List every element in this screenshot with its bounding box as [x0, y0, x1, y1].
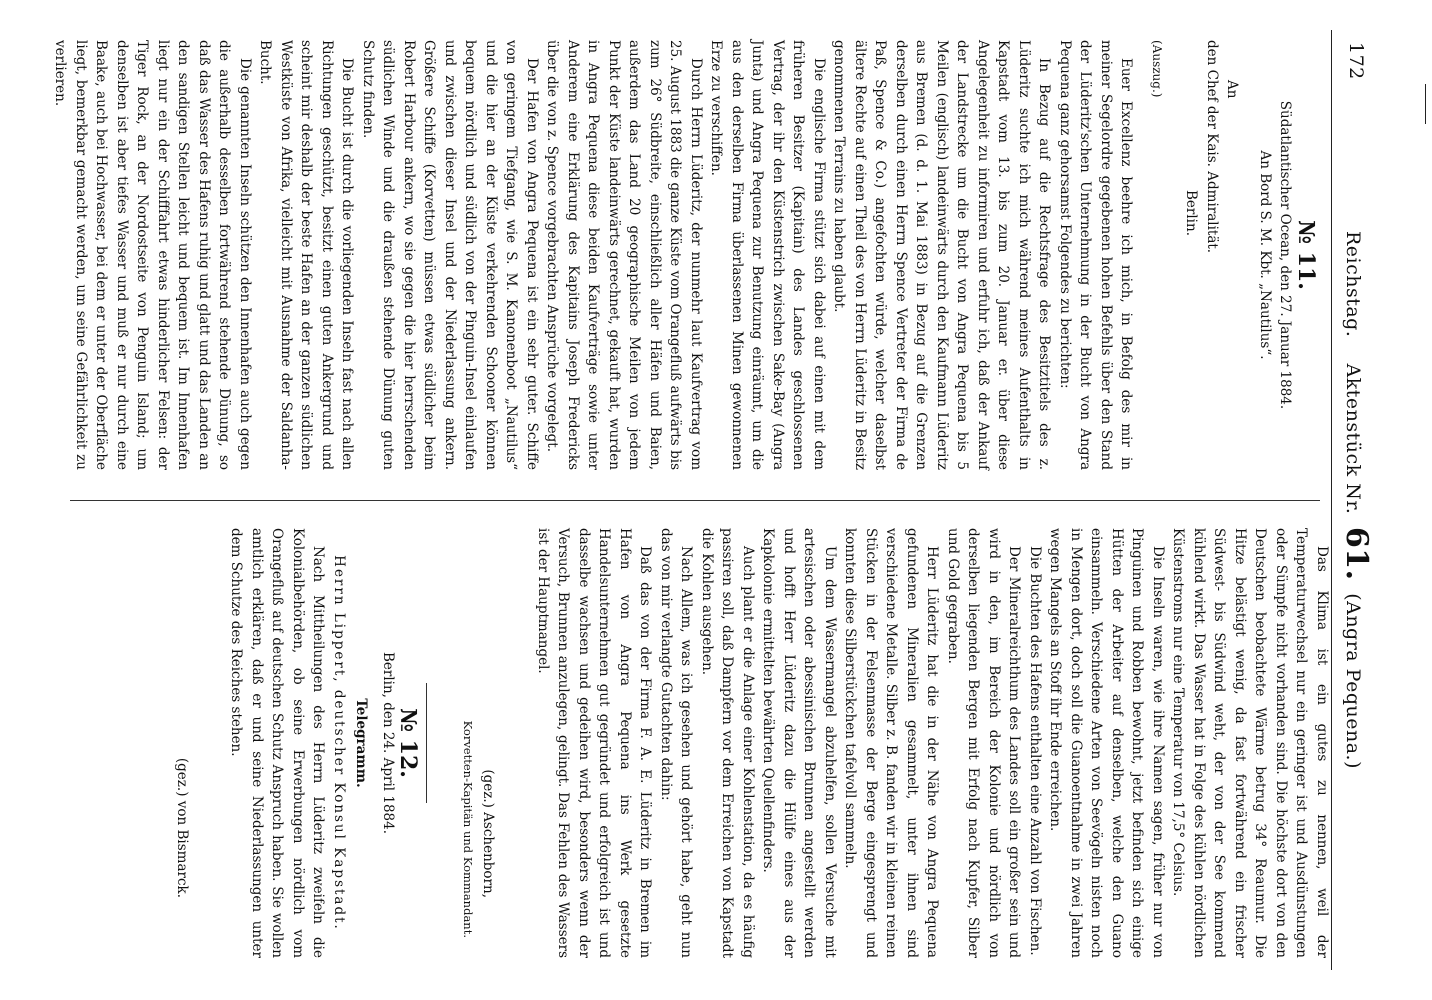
doc11-cont-paragraph: Herr Lüderitz hat die in der Nähe von Angra Pequena gefundenen Mineralien gesammelt, unter ihnen sind verschiedene Metalle. Silber z. B. fanden wir in kleinen reinen Stücken in der Felsenmasse der Berge eingesprengt und konnten diese Silberstückchen tafelvoll sammeln.	[842, 528, 941, 958]
doc11-cont-paragraph: Der Mineralreichthum des Landes soll ein großer sein und wird in den, im Bereich der Kolonie und nördlich von derselben liegenden Bergen mit Erfolg nach Kupfer, Silber und Gold gegraben.	[945, 528, 1023, 958]
doc12-number: № 12.	[395, 708, 422, 778]
doc12-addressee: Herrn Lippert, deutscher Konsul Kapstadt.	[331, 555, 347, 931]
doc11-to: An	[1224, 80, 1241, 99]
right-column	[172, 528, 1333, 958]
doc11-paragraph: In Bezug auf die Rechtsfrage des Besitztitels des z. Lüderitz suchte ich mich während meines Aufenthalts in Kapstadt vom 13. bis zum 20. Januar er. über diese Angelegenheit zu informiren und erfuhr ich, daß der Ankauf der Landstrecke um die Bucht von Angra Pequena bis 5 Meilen (englisch) landeinwärts durch den Kaufmann Lüderitz aus Bremen (d. d. 1. Mai 1883) in Bezug auf die Grenzen derselben durch einen Herrn Spence Vertreter der Firma de Paß, Spence & Co.) angefochten würde, welcher daselbst ältere Rechte auf einen Theil des von Herrn Lüderitz in Besitz genommenen Terrains zu haben glaubt.	[831, 40, 1053, 470]
doc11-paragraph: Die genannten Inseln schützen den Innenhafen auch gegen die außerhalb desselben fortwährend stehende Dünung, so daß das Wasser des Hafens ruhig und glatt und das Landen an den sandigen Stellen leicht und bequem ist. Im Innenhafen liegt nur ein der Schifffahrt etwas hinderlicher Felsen: der Tiger Rock, an der Nordostseite von Penguin Island; um denselben ist aber tiefes Wasser und muß er nur durch eine Baake, auch bei Hochwasser, bei dem er unter der Oberfläche liegt, bemerkbar gemacht werden, um seine Gefährlichkeit zu verlieren.	[52, 40, 253, 470]
running-head	[1333, 30, 1376, 970]
section-divider	[427, 683, 428, 803]
doc11-excerpt-label: (Auszug.)	[1150, 40, 1164, 98]
doc11-paragraph: Die englische Firma stützt sich dabei auf einen mit dem früheren Besitzer (Kapitain) des Landes geschlossenen Vertrag, der ihr den Küstenstrich zwischen Sake-Bay (Angra Junta) und Angra Pequena zur Benutzung einräumt, um die aus den derselben Firma überlassenen Minen gewonnenen Erze zu verschiffen.	[708, 40, 827, 470]
running-head-center: Aktenstück Nr.	[1342, 363, 1364, 515]
doc11-recipient: den Chef der Kais. Admiralität.	[1204, 40, 1220, 254]
doc11-cont-paragraph: Das Klima ist ein gutes zu nennen, weil der Temperaturwechsel nur ein geringer ist und Ausdünstungen oder Sümpfe nicht vorhanden sind. Die höchste dort von den Deutschen beobachtete Wärme betrug 34° Reaumur. Die Hitze belästigt wenig, da fast fortwährend ein frischer Südwest- bis Südwind weht, der von der See kommend kühlend wirkt. Das Wasser hat in Folge des kühlen nördlichen Küstenstroms nur eine Temperatur von 17,5° Celsius.	[1170, 528, 1330, 958]
doc11-signature-title: Korvetten-Kapitän und Kommandant.	[461, 720, 475, 938]
doc11-cont-paragraph: Die Inseln waren, wie ihre Namen sagen, früher nur von Pinguinen und Robben bewohnt, jetzt befinden sich einige Hütten der Arbeiter auf denselben, welche den Guano einsammeln. Verschiedene Arten von Seevögeln nisten noch in Mengen dort, doch soll die Guanoentnahme in zwei Jahren wegen Mangels an Stoff ihr Ende erreichen.	[1047, 528, 1166, 958]
doc11-address	[1181, 40, 1243, 470]
doc11-paragraph: Der Hafen von Angra Pequena ist ein sehr guter. Schiffe von geringem Tiefgang, wie S. M. Kanonenboot „Nautilus“ und die hier an der Küste verkehrenden Schooner können bequem nördlich und südlich von der Pinguin-Insel einlaufen und zwischen dieser Insel und der Niederlassung ankern. Größere Schiffe (Korvetten) müssen etwas südlicher beim Robert Harbour ankern, wo sie gegen die hier herrschenden südlichen Winde und die draußen stehende Dünung guten Schutz finden.	[360, 40, 540, 470]
doc12-type: Telegramm.	[353, 698, 370, 788]
page-number: 172	[1345, 42, 1367, 80]
document-number: 61.	[1339, 526, 1374, 581]
doc11-cont-paragraph: Die Buchten des Hafens enthalten eine Anzahl von Fischen.	[1027, 546, 1043, 956]
running-head-right: (Angra Pequena.)	[1342, 593, 1364, 770]
left-column	[50, 40, 1319, 470]
doc11-place-date: Südatlantischer Ocean, den 27. Januar 1884.	[1277, 100, 1294, 410]
running-head-left: Reichstag.	[1342, 230, 1364, 338]
doc11-cont-paragraph: Um dem Wassermangel abzuhelfen, sollen Versuche mit artesischen oder abessinischen Brunnen angestellt werden und hofft Herr Lüderitz dazu die Hülfe eines aus der Kapkolonie ermittelten bewährten Quellenfinders.	[760, 528, 838, 958]
doc12-signature: (gez.) von Bismarck.	[174, 757, 190, 898]
column-separator	[70, 500, 1320, 501]
doc11-cont-paragraph: Nach Allem, was ich gesehen und gehört habe, geht nun das von mir verlangte Gutachten dahin:	[658, 528, 695, 958]
corner-mark	[1425, 84, 1432, 124]
doc11-cont-paragraph: Daß das von der Firma F. A. E. Lüderitz in Bremen im Hafen von Angra Pequena ins Werk gesetzte Handelsunternehmen gut gegründet und erfolgreich ist und dasselbe wachsen und gedeihen wird, besonders wenn der Versuch, Brunnen anzulegen, gelingt. Das Fehlen des Wassers ist der Hauptmangel.	[535, 528, 654, 958]
doc11-paragraph: Die Bucht ist durch die vorliegenden Inseln fast nach allen Richtungen geschützt, besitzt einen guten Ankergrund und scheint mir deshalb der beste Hafen an der ganzen südlichen Westküste von Afrika, vielleicht mit Ausnahme der Saldanha-Bucht.	[257, 40, 356, 470]
doc11-paragraph: Euer Excellenz beehre ich mich, in Befolg des mir in meiner Segelordre gegebenen hohen Befehls über den Stand der Lüderitz'schen Unternehmung in der Bucht von Angra Pequena ganz gehorsamst Folgendes zu berichten:	[1057, 40, 1135, 470]
page-header	[1336, 30, 1376, 970]
doc11-city: Berlin.	[1183, 190, 1200, 236]
doc12-place-date: Berlin, den 24. April 1884.	[380, 651, 396, 835]
doc12-body: Nach Mittheilungen des Herrn Lüderitz zweifeln die Kolonialbehörden, ob seine Erwerbungen nördlich vom Orangefluß auf deutschen Schutz Anspruch haben. Sie wollen amtlich erklären, daß er und seine Niederlassungen unter dem Schutze des Reiches stehen.	[228, 528, 327, 958]
doc11-vessel: An Bord S. M. Kbt. „Nautilus“.	[1257, 150, 1273, 360]
doc11-signature: (gez.) Aschenborn,	[480, 769, 497, 898]
doc11-paragraph: Durch Herrn Lüderitz, der nunmehr laut Kaufvertrag vom 25. August 1883 die ganze Küste vom Orangefluß aufwärts bis zum 26° Südbreite, einschließlich aller Häfen und Baien, außerdem das Land 20 geographische Meilen von jedem Punkt der Küste landeinwärts gerechnet, gekauft hat, wurden in Angra Pequena diese beiden Kaufverträge sowie unter Anderem eine Erklärung des Kapitains Joseph Fredericks über die von z. Spence vorgebrachten Ansprüche vorgelegt.	[544, 40, 704, 470]
doc11-number: № 11.	[1293, 220, 1319, 290]
doc11-cont-paragraph: Auch plant er die Anlage einer Kohlenstation, da es häufig passiren soll, daß Dampfern vor dem Erreichen von Kapstadt die Kohlen ausgehen.	[699, 528, 756, 958]
